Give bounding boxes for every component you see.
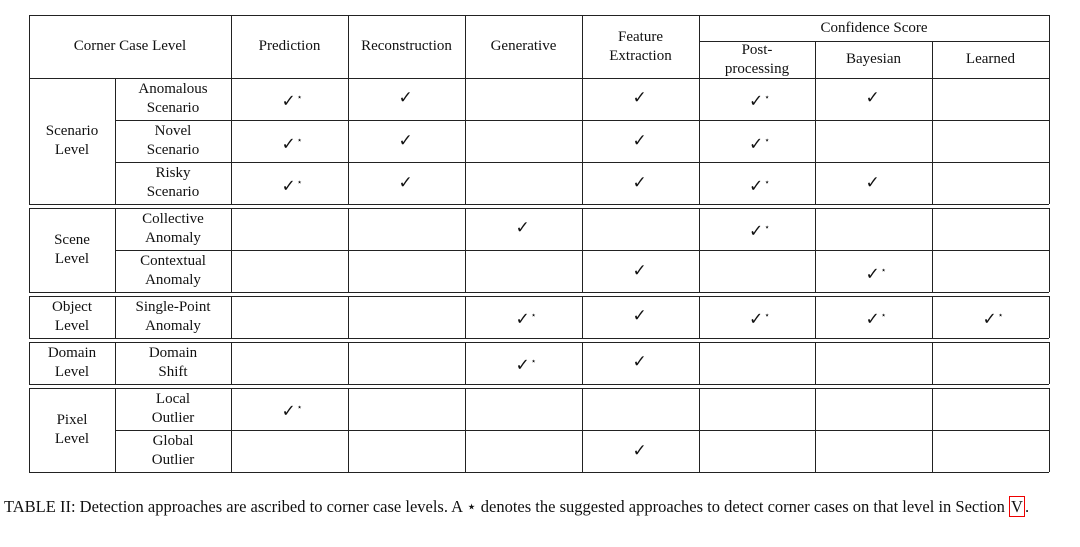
- header-post-processing-line: processing: [724, 60, 790, 77]
- check-icon: ✓: [865, 88, 880, 108]
- check-star-icon: ✓⋆: [281, 134, 303, 155]
- table-caption: [4, 496, 1076, 518]
- header-rule: [29, 78, 1049, 79]
- row-label-line: Domain: [148, 345, 198, 361]
- star-icon: ⋆: [764, 223, 770, 233]
- check-icon: ✓: [632, 306, 647, 326]
- check-star-icon: ✓⋆: [515, 309, 537, 330]
- row-label-line: Single-Point: [135, 299, 211, 315]
- check-star-icon: ✓⋆: [865, 309, 887, 330]
- body-col-rule: [348, 388, 349, 472]
- row-label: [115, 342, 231, 384]
- row-label-line: Shift: [158, 364, 188, 380]
- header-confidence-score: [699, 15, 1049, 41]
- check-icon: ✓: [398, 131, 413, 151]
- check-icon: ✓: [632, 261, 647, 281]
- group-rule: [29, 292, 1049, 293]
- body-col-rule: [348, 78, 349, 204]
- body-col-rule: [465, 296, 466, 338]
- body-col-rule: [29, 208, 30, 292]
- caption-end: .: [1024, 497, 1030, 516]
- group-rule: [29, 338, 1049, 339]
- check-star-icon: ✓⋆: [281, 91, 303, 112]
- header-col-rule: [465, 15, 466, 78]
- check-star-icon: ✓⋆: [982, 309, 1004, 330]
- check-star-icon: ✓⋆: [749, 176, 770, 197]
- body-col-rule: [699, 78, 700, 204]
- body-col-rule: [465, 388, 466, 472]
- star-icon: ⋆: [764, 136, 770, 146]
- group-label-line: Scenario: [45, 123, 99, 139]
- header-prediction: [231, 15, 348, 78]
- body-col-rule: [29, 388, 30, 472]
- star-icon: ⋆: [880, 266, 887, 276]
- row-label-line: Scenario: [146, 100, 200, 116]
- row-label-line: Anomaly: [145, 230, 201, 246]
- check-star-icon: ✓⋆: [749, 309, 770, 330]
- body-col-rule: [815, 388, 816, 472]
- body-col-rule: [1049, 296, 1050, 338]
- group-label-line: Level: [54, 431, 90, 447]
- header-prediction-line: Prediction: [258, 38, 321, 54]
- body-col-rule: [1049, 342, 1050, 384]
- row-label-line: Collective: [142, 211, 204, 227]
- check-icon: ✓: [632, 131, 647, 151]
- row-label: [115, 430, 231, 472]
- row-label: [115, 250, 231, 292]
- check-icon: ✓: [632, 88, 647, 108]
- star-icon: ⋆: [530, 311, 537, 321]
- check-icon: ✓: [398, 88, 413, 108]
- group-label-line: Domain: [47, 345, 97, 361]
- check-icon: ✓: [515, 218, 530, 238]
- row-label-line: Anomaly: [145, 318, 201, 334]
- body-col-rule: [29, 296, 30, 338]
- star-icon: ⋆: [530, 357, 537, 367]
- body-col-rule: [1049, 78, 1050, 204]
- group-label-line: Object: [52, 299, 92, 315]
- header-bayesian-line: Bayesian: [846, 51, 901, 67]
- body-col-rule: [115, 78, 116, 204]
- star-icon: ⋆: [296, 178, 303, 188]
- body-col-rule: [699, 388, 700, 472]
- body-col-rule: [348, 342, 349, 384]
- detection-approaches-table: [29, 15, 1049, 485]
- header-learned: [932, 41, 1049, 78]
- group-label: [29, 342, 115, 384]
- group-label-line: Pixel: [56, 412, 88, 428]
- check-star-icon: ✓⋆: [281, 401, 303, 422]
- body-col-rule: [115, 208, 116, 292]
- row-label: [115, 296, 231, 338]
- body-col-rule: [699, 342, 700, 384]
- group-label-line: Level: [54, 251, 90, 267]
- body-col-rule: [465, 342, 466, 384]
- body-col-rule: [932, 78, 933, 204]
- check-star-icon: ✓⋆: [749, 221, 770, 242]
- star-icon: ⋆: [880, 311, 887, 321]
- header-col-rule: [348, 15, 349, 78]
- group-rule: [29, 204, 1049, 205]
- star-icon: ⋆: [764, 93, 770, 103]
- row-label: [115, 208, 231, 250]
- row-label: [115, 162, 231, 204]
- group-label-line: Level: [54, 142, 90, 158]
- body-col-rule: [115, 342, 116, 384]
- header-generative: [465, 15, 582, 78]
- header-col-rule: [29, 15, 30, 78]
- row-label-line: Outlier: [151, 452, 195, 468]
- row-label-line: Local: [155, 391, 191, 407]
- header-col-rule: [1049, 15, 1050, 78]
- header-subcol-rule: [932, 41, 933, 78]
- group-label: [29, 296, 115, 338]
- body-col-rule: [932, 208, 933, 292]
- star-icon: ⋆: [296, 136, 303, 146]
- row-label-line: Outlier: [151, 410, 195, 426]
- row-label-line: Novel: [154, 123, 192, 139]
- section-ref-link[interactable]: V: [1011, 497, 1023, 516]
- body-col-rule: [465, 208, 466, 292]
- body-col-rule: [699, 296, 700, 338]
- header-generative-line: Generative: [490, 38, 557, 54]
- body-col-rule: [582, 78, 583, 204]
- body-col-rule: [699, 208, 700, 292]
- caption-text: TABLE II: Detection approaches are ascribed to corner case levels. A ⋆ denotes the suggested approaches to detect corner cases on that level in Section: [4, 497, 1010, 516]
- check-star-icon: ✓⋆: [281, 176, 303, 197]
- row-label-line: Risky: [155, 165, 191, 181]
- header-post-processing: [699, 41, 815, 78]
- group-label: [29, 208, 115, 292]
- row-label-line: Anomaly: [145, 272, 201, 288]
- star-icon: ⋆: [997, 311, 1004, 321]
- row-label: [115, 388, 231, 430]
- header-feature-extraction-line: Feature: [618, 28, 663, 45]
- body-col-rule: [815, 342, 816, 384]
- header-col-rule: [582, 15, 583, 78]
- row-label-line: Scenario: [146, 184, 200, 200]
- body-col-rule: [231, 388, 232, 472]
- check-icon: ✓: [632, 173, 647, 193]
- body-col-rule: [582, 342, 583, 384]
- body-col-rule: [815, 208, 816, 292]
- body-col-rule: [348, 296, 349, 338]
- header-reconstruction: [348, 15, 465, 78]
- body-col-rule: [1049, 208, 1050, 292]
- body-col-rule: [815, 78, 816, 204]
- body-col-rule: [29, 342, 30, 384]
- body-col-rule: [231, 208, 232, 292]
- check-icon: ✓: [632, 441, 647, 461]
- body-col-rule: [815, 296, 816, 338]
- header-subcol-rule: [815, 41, 816, 78]
- header-corner-case-level: [29, 15, 231, 78]
- group-label-line: Level: [54, 364, 90, 380]
- body-col-rule: [231, 342, 232, 384]
- star-icon: ⋆: [296, 93, 303, 103]
- body-col-rule: [115, 296, 116, 338]
- check-star-icon: ✓⋆: [749, 91, 770, 112]
- header-feature-extraction-line: Extraction: [609, 47, 672, 64]
- body-col-rule: [582, 296, 583, 338]
- header-feature-extraction: [582, 15, 699, 78]
- star-icon: ⋆: [296, 403, 303, 413]
- body-col-rule: [29, 78, 30, 204]
- star-icon: ⋆: [764, 311, 770, 321]
- check-icon: ✓: [632, 352, 647, 372]
- row-label-line: Global: [152, 433, 194, 449]
- header-col-rule: [699, 15, 700, 78]
- check-icon: ✓: [398, 173, 413, 193]
- body-col-rule: [465, 78, 466, 204]
- body-col-rule: [231, 78, 232, 204]
- group-label-line: Level: [54, 318, 90, 334]
- header-post-processing-line: Post-: [741, 41, 773, 58]
- header-learned-line: Learned: [965, 51, 1016, 67]
- check-star-icon: ✓⋆: [749, 134, 770, 155]
- body-col-rule: [115, 388, 116, 472]
- group-rule: [29, 384, 1049, 385]
- row-label: [115, 78, 231, 120]
- row-label-line: Scenario: [146, 142, 200, 158]
- group-label: [29, 388, 115, 472]
- header-col-rule: [231, 15, 232, 78]
- row-label-line: Contextual: [140, 253, 206, 269]
- header-confidence-score-line: Confidence Score: [820, 19, 928, 36]
- check-star-icon: ✓⋆: [515, 355, 537, 376]
- check-icon: ✓: [865, 173, 880, 193]
- body-col-rule: [582, 208, 583, 292]
- body-col-rule: [582, 388, 583, 472]
- row-label-line: Anomalous: [138, 81, 208, 97]
- header-reconstruction-line: Reconstruction: [361, 38, 452, 54]
- body-col-rule: [932, 296, 933, 338]
- body-col-rule: [932, 342, 933, 384]
- body-col-rule: [348, 208, 349, 292]
- star-icon: ⋆: [764, 178, 770, 188]
- table-bottom-rule: [29, 472, 1049, 473]
- header-corner-case-level-line: Corner Case Level: [73, 38, 187, 54]
- check-star-icon: ✓⋆: [865, 264, 887, 285]
- body-col-rule: [231, 296, 232, 338]
- row-label: [115, 120, 231, 162]
- body-col-rule: [1049, 388, 1050, 472]
- group-label-line: Scene: [54, 232, 90, 248]
- group-label: [29, 78, 115, 204]
- header-bayesian: [815, 41, 932, 78]
- body-col-rule: [932, 388, 933, 472]
